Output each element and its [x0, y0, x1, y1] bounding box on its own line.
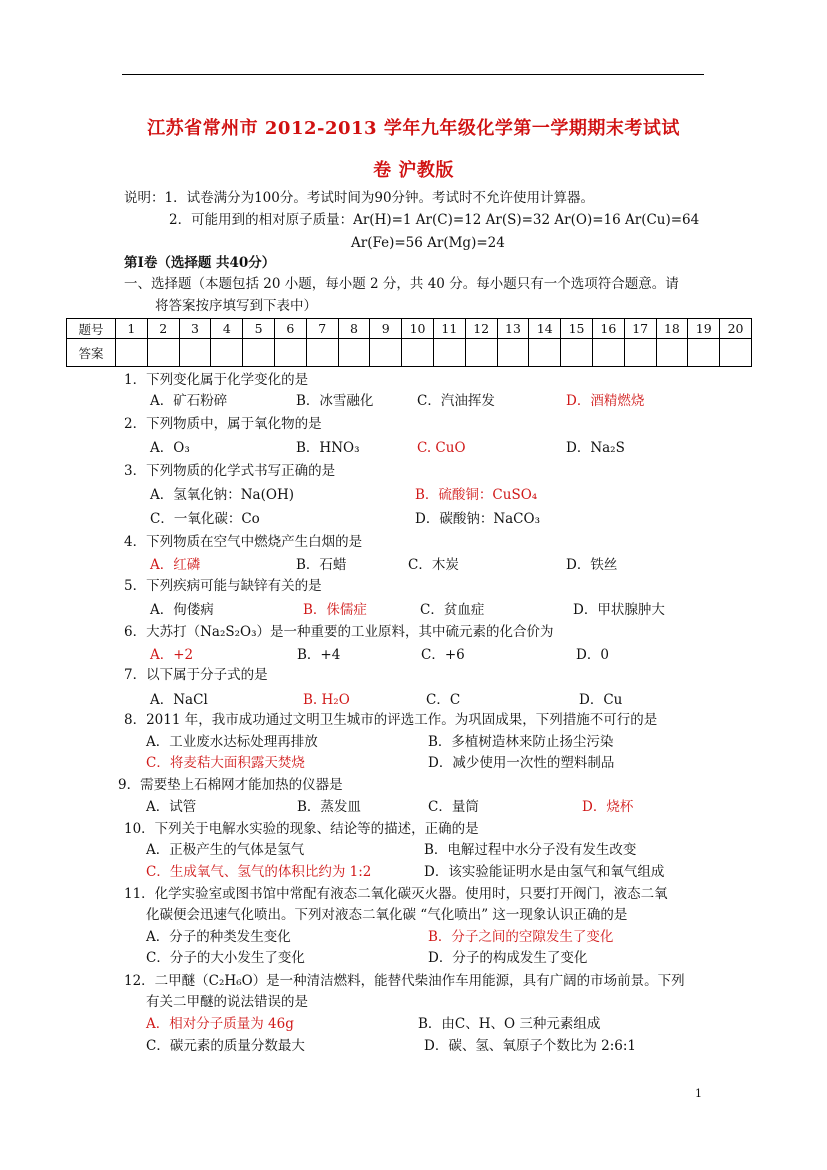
option-a: A．试管 [146, 799, 197, 815]
answer-table-number: 5 [243, 319, 275, 339]
option-b-correct: B．硫酸铜：CuSO₄ [415, 487, 538, 503]
answer-cell[interactable] [306, 339, 338, 367]
section-heading: 第Ⅰ卷（选择题 共40分） [124, 255, 276, 271]
answer-cell[interactable] [116, 339, 148, 367]
question-stem: 4．下列物质在空气中燃烧产生白烟的是 [124, 534, 363, 550]
answer-table-number: 20 [720, 319, 752, 339]
option-d: D．铁丝 [566, 557, 618, 573]
option-c-correct: C. CuO [417, 440, 466, 456]
option-d: D．0 [576, 647, 609, 663]
answer-table-number: 19 [688, 319, 720, 339]
answer-table-number: 7 [306, 319, 338, 339]
option-a: A．分子的种类发生变化 [146, 929, 291, 945]
option-b: B．+4 [297, 647, 341, 663]
answer-table-header-number: 题号 [67, 319, 116, 339]
answer-cell[interactable] [370, 339, 402, 367]
answer-cell[interactable] [497, 339, 529, 367]
question-stem: 12．二甲醚（C₂H₆O）是一种清洁燃料，能替代柴油作车用能源，具有广阔的市场前景。下列 [124, 973, 685, 989]
page-number: 1 [695, 1087, 702, 1100]
question-stem: 11．化学实验室或图书馆中常配有液态二氧化碳灭火器。使用时，只要打开阀门，液态二氧 [124, 886, 668, 902]
document-title-line2: 卷 沪教版 [373, 160, 454, 181]
question-stem: 6．大苏打（Na₂S₂O₃）是一种重要的工业原料，其中硫元素的化合价为 [124, 624, 554, 640]
answer-cell[interactable] [338, 339, 370, 367]
option-d: D．碳酸钠：NaCO₃ [415, 511, 540, 527]
option-c: C．一氧化碳：Co [150, 511, 260, 527]
option-b: B．多植树造林来防止扬尘污染 [428, 734, 614, 750]
option-a: A．正极产生的气体是氢气 [146, 842, 305, 858]
answer-cell[interactable] [274, 339, 306, 367]
answer-cell[interactable] [433, 339, 465, 367]
option-d-correct: D．烧杯 [582, 799, 634, 815]
answer-table-number: 11 [433, 319, 465, 339]
option-c: C．汽油挥发 [417, 393, 495, 409]
option-c-correct: C．生成氧气、氢气的体积比约为 1:2 [146, 864, 372, 880]
option-d-correct: D．酒精燃烧 [566, 393, 645, 409]
answer-cell[interactable] [592, 339, 624, 367]
option-b-correct: B．侏儒症 [303, 602, 367, 618]
option-d: D．分子的构成发生了变化 [428, 950, 588, 966]
option-c: C．分子的大小发生了变化 [146, 950, 305, 966]
answer-table-number: 18 [656, 319, 688, 339]
option-c: C．+6 [421, 647, 465, 663]
answer-table-number: 6 [274, 319, 306, 339]
answer-table-number: 16 [592, 319, 624, 339]
instructions-line2: 2．可能用到的相对原子质量：Ar(H)=1 Ar(C)=12 Ar(S)=32 Ar(O)=16 Ar(Cu)=64 [169, 212, 700, 228]
answer-table [66, 318, 752, 367]
question-stem: 5．下列疾病可能与缺锌有关的是 [124, 578, 322, 594]
answer-cell[interactable] [147, 339, 179, 367]
answer-table-number: 8 [338, 319, 370, 339]
question-stem: 9．需要垫上石棉网才能加热的仪器是 [118, 777, 343, 793]
section-intro-line1: 一、选择题（本题包括 20 小题，每小题 2 分，共 40 分。每小题只有一个选项符合题意。请 [124, 276, 679, 292]
answer-cell[interactable] [720, 339, 752, 367]
option-c: C．贫血症 [420, 602, 485, 618]
document-title-line1: 江苏省常州市 2012-2013 学年九年级化学第一学期期末考试试 [147, 118, 680, 139]
option-d: D．Na₂S [566, 440, 625, 456]
question-stem: 3．下列物质的化学式书写正确的是 [124, 463, 336, 479]
answer-table-number: 4 [211, 319, 243, 339]
option-c: C．碳元素的质量分数最大 [146, 1038, 305, 1054]
answer-cell[interactable] [688, 339, 720, 367]
question-stem-continued: 化碳便会迅速气化喷出。下列对液态二氧化碳 “气化喷出” 这一现象认识正确的是 [146, 907, 628, 923]
option-a-correct: A．相对分子质量为 46g [146, 1016, 294, 1032]
answer-cell[interactable] [561, 339, 593, 367]
top-rule [122, 74, 704, 75]
question-stem: 2．下列物质中，属于氧化物的是 [124, 416, 322, 432]
answer-table-number: 17 [624, 319, 656, 339]
question-stem: 7．以下属于分子式的是 [124, 667, 268, 683]
answer-table-answer-row [67, 339, 752, 367]
option-b: B．冰雪融化 [296, 393, 374, 409]
section-intro-line2: 将答案按序填写到下表中） [155, 298, 317, 314]
option-c: C．木炭 [408, 557, 459, 573]
answer-cell[interactable] [529, 339, 561, 367]
question-stem: 10．下列关于电解水实验的现象、结论等的描述，正确的是 [124, 821, 479, 837]
answer-cell[interactable] [624, 339, 656, 367]
option-b-correct: B. H₂O [303, 692, 350, 708]
option-a: A．佝偻病 [150, 602, 214, 618]
answer-table-number: 10 [402, 319, 434, 339]
option-b: B．石蜡 [296, 557, 347, 573]
option-a-correct: A．红磷 [150, 557, 201, 573]
option-a-correct: A．+2 [150, 647, 194, 663]
option-c: C．量筒 [428, 799, 479, 815]
answer-table-number: 13 [497, 319, 529, 339]
answer-table-number: 14 [529, 319, 561, 339]
option-d: D．碳、氢、氧原子个数比为 2:6:1 [424, 1038, 636, 1054]
instructions-line3: Ar(Fe)=56 Ar(Mg)=24 [351, 235, 505, 251]
answer-table-number: 15 [561, 319, 593, 339]
question-stem-continued: 有关二甲醚的说法错误的是 [146, 994, 308, 1010]
question-stem: 8．2011 年，我市成功通过文明卫生城市的评选工作。为巩固成果，下列措施不可行的是 [124, 712, 658, 728]
answer-table-number-row [67, 319, 752, 339]
option-a: A．O₃ [150, 440, 190, 456]
option-b: B．由C、H、O 三种元素组成 [418, 1016, 601, 1032]
option-b: B．蒸发皿 [297, 799, 361, 815]
option-b: B．电解过程中水分子没有发生改变 [424, 842, 637, 858]
answer-table-number: 2 [147, 319, 179, 339]
option-a: A．矿石粉碎 [150, 393, 228, 409]
instructions-line1: 说明：1．试卷满分为100分。考试时间为90分钟。考试时不允许使用计算器。 [124, 190, 595, 206]
option-d: D．减少使用一次性的塑料制品 [428, 755, 615, 771]
answer-table-number: 3 [179, 319, 211, 339]
option-d: D．该实验能证明水是由氢气和氧气组成 [424, 864, 665, 880]
answer-cell[interactable] [211, 339, 243, 367]
option-b: B．HNO₃ [296, 440, 360, 456]
option-d: D．甲状腺肿大 [573, 602, 665, 618]
option-a: A．氢氧化钠：Na(OH) [150, 487, 294, 503]
answer-cell[interactable] [402, 339, 434, 367]
answer-table-header-answer: 答案 [67, 339, 116, 367]
answer-cell[interactable] [179, 339, 211, 367]
answer-cell[interactable] [656, 339, 688, 367]
answer-cell[interactable] [243, 339, 275, 367]
option-d: D．Cu [579, 692, 623, 708]
option-a: A．NaCl [150, 692, 208, 708]
question-stem: 1．下列变化属于化学变化的是 [124, 372, 309, 388]
option-a: A．工业废水达标处理再排放 [146, 734, 318, 750]
answer-table-number: 1 [116, 319, 148, 339]
answer-table-number: 9 [370, 319, 402, 339]
answer-table-number: 12 [465, 319, 497, 339]
option-c-correct: C．将麦秸大面积露天焚烧 [146, 755, 305, 771]
option-c: C．C [426, 692, 461, 708]
option-b-correct: B．分子之间的空隙发生了变化 [428, 929, 614, 945]
answer-cell[interactable] [465, 339, 497, 367]
